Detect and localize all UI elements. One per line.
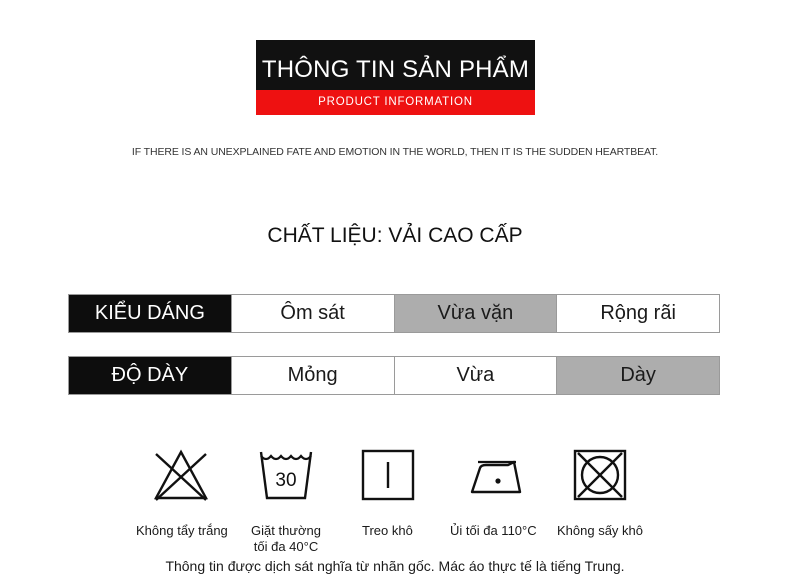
wash-caption: [246, 523, 326, 555]
spec-option-thickness-thin: Mỏng: [231, 357, 394, 394]
wash-temp-text: 30: [275, 470, 297, 491]
no-tumble-dry-caption: Không sấy khô: [557, 523, 644, 538]
tagline: IF THERE IS AN UNEXPLAINED FATE AND EMOTION IN THE WORLD, THEN IT IS THE SUDDEN HEARTBEAT.: [131, 146, 659, 158]
hang-dry-icon: [360, 448, 416, 502]
hang-dry-caption: Treo khô: [362, 523, 413, 538]
spec-option-thickness-medium: Vừa: [394, 357, 557, 394]
spec-row-fit: [68, 294, 720, 333]
material-heading: CHẤT LIỆU: VẢI CAO CẤP: [267, 224, 523, 247]
no-tumble-dry-icon: [572, 448, 628, 502]
care-icons: [130, 448, 670, 508]
wash-30-icon: [258, 448, 314, 502]
wash-caption-line1: Giặt thường: [251, 523, 321, 538]
spec-label-thickness: ĐỘ DÀY: [69, 357, 231, 394]
spec-option-fit-loose: Rộng rãi: [556, 295, 719, 332]
spec-option-fit-regular: Vừa vặn: [394, 295, 557, 332]
translation-note: Thông tin được dịch sát nghĩa từ nhãn gốc. Mác áo thực tế là tiếng Trung.: [165, 558, 625, 574]
spec-row-thickness: [68, 356, 720, 395]
header-subtitle: PRODUCT INFORMATION: [256, 90, 535, 115]
spec-option-fit-slim: Ôm sát: [231, 295, 394, 332]
iron-caption: Ủi tối đa 110°C: [450, 523, 537, 538]
spec-label-fit: KIỂU DÁNG: [69, 295, 231, 332]
spec-option-thickness-thick: Dày: [556, 357, 719, 394]
header-title: THÔNG TIN SẢN PHẨM: [261, 56, 530, 83]
iron-icon: [468, 448, 526, 502]
wash-caption-line2: tối đa 40°C: [253, 539, 319, 554]
header-banner: [256, 40, 535, 115]
no-bleach-caption: Không tẩy trắng: [136, 523, 228, 538]
no-bleach-icon: [152, 448, 210, 502]
